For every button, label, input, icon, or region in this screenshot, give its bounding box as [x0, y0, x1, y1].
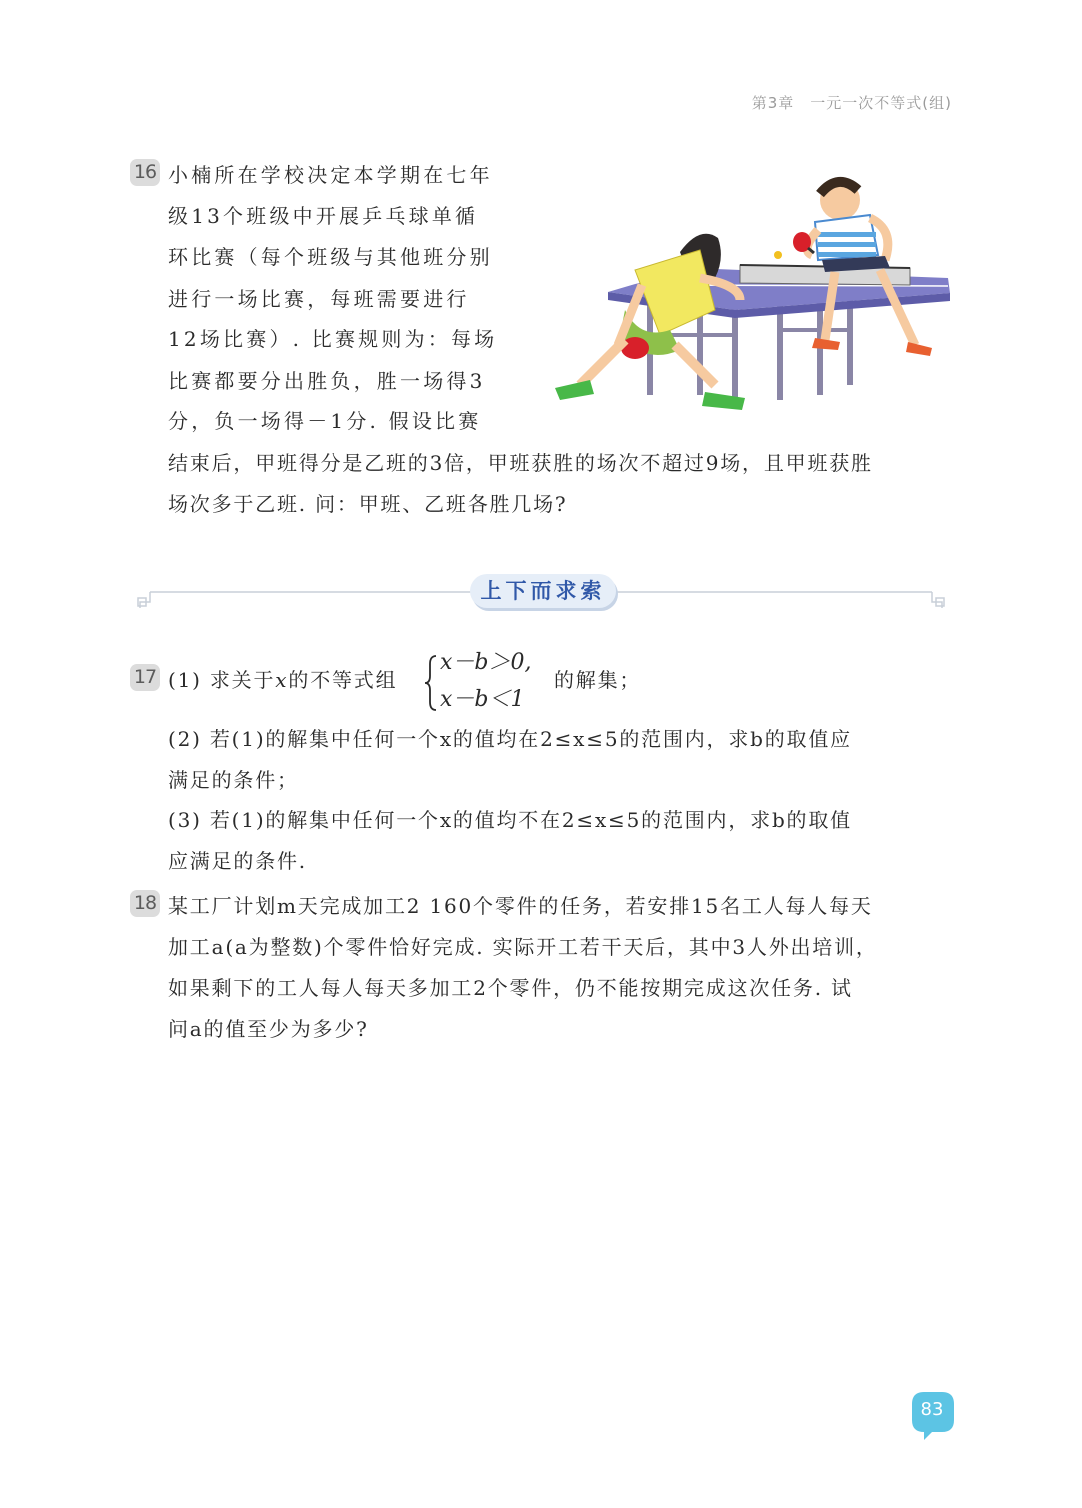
system-brace	[424, 654, 438, 712]
q17-part3-line-2: 应满足的条件.	[168, 849, 307, 873]
q17-variable-x: x	[275, 668, 289, 692]
q17-part1-intro	[168, 667, 397, 693]
page-number: 83	[920, 1399, 944, 1420]
q16-line-3: 环比赛（每个班级与其他班分别	[168, 245, 493, 269]
q16-line-7: 分，负一场得－1分. 假设比赛	[168, 409, 482, 433]
q18-line-1: 某工厂计划m天完成加工2 160个零件的任务，若安排15名工人每人每天	[168, 894, 873, 918]
q16-line-8: 结束后，甲班得分是乙班的3倍，甲班获胜的场次不超过9场，且甲班获胜	[168, 451, 873, 475]
running-header	[752, 92, 952, 113]
section-title: 上下而求索	[470, 574, 616, 608]
q18-line-4: 问a的值至少为多少?	[168, 1017, 369, 1041]
q18-line-3: 如果剩下的工人每人每天多加工2个零件，仍不能按期完成这次任务. 试	[168, 976, 853, 1000]
q16-line-1: 小楠所在学校决定本学期在七年	[168, 163, 493, 187]
q17-part1-end: 的解集；	[554, 668, 642, 692]
chapter-label: 第3章	[751, 94, 795, 112]
chapter-title: 一元一次不等式(组)	[810, 94, 952, 112]
table-tennis-illustration	[550, 160, 955, 420]
q17-part2-line-1: (2) 若(1)的解集中任何一个x的值均在2≤x≤5的范围内，求b的取值应	[168, 727, 852, 751]
q16-line-9: 场次多于乙班. 问：甲班、乙班各胜几场?	[168, 492, 568, 516]
q16-line-4: 进行一场比赛，每班需要进行	[168, 287, 470, 311]
question-number-18: 18	[130, 890, 160, 917]
q17-part1-text-2: 的不等式组	[288, 668, 398, 692]
q16-line-2: 级13个班级中开展乒乓球单循	[168, 204, 479, 228]
q17-part2-line-2: 满足的条件；	[168, 768, 299, 792]
q16-line-5: 12场比赛）. 比赛规则为：每场	[168, 327, 498, 351]
system-inequality-1: x－b＞0,	[440, 650, 532, 675]
q17-part1-text: (1) 求关于	[168, 668, 276, 692]
question-number-16: 16	[130, 159, 160, 186]
q17-part3-line-1: (3) 若(1)的解集中任何一个x的值均不在2≤x≤5的范围内，求b的取值	[168, 808, 852, 832]
q16-line-6: 比赛都要分出胜负，胜一场得3	[168, 369, 486, 393]
system-inequality-2: x－b＜1	[440, 687, 525, 712]
question-number-17: 17	[130, 664, 160, 691]
q18-line-2: 加工a(a为整数)个零件恰好完成. 实际开工若干天后，其中3人外出培训，	[168, 935, 878, 959]
